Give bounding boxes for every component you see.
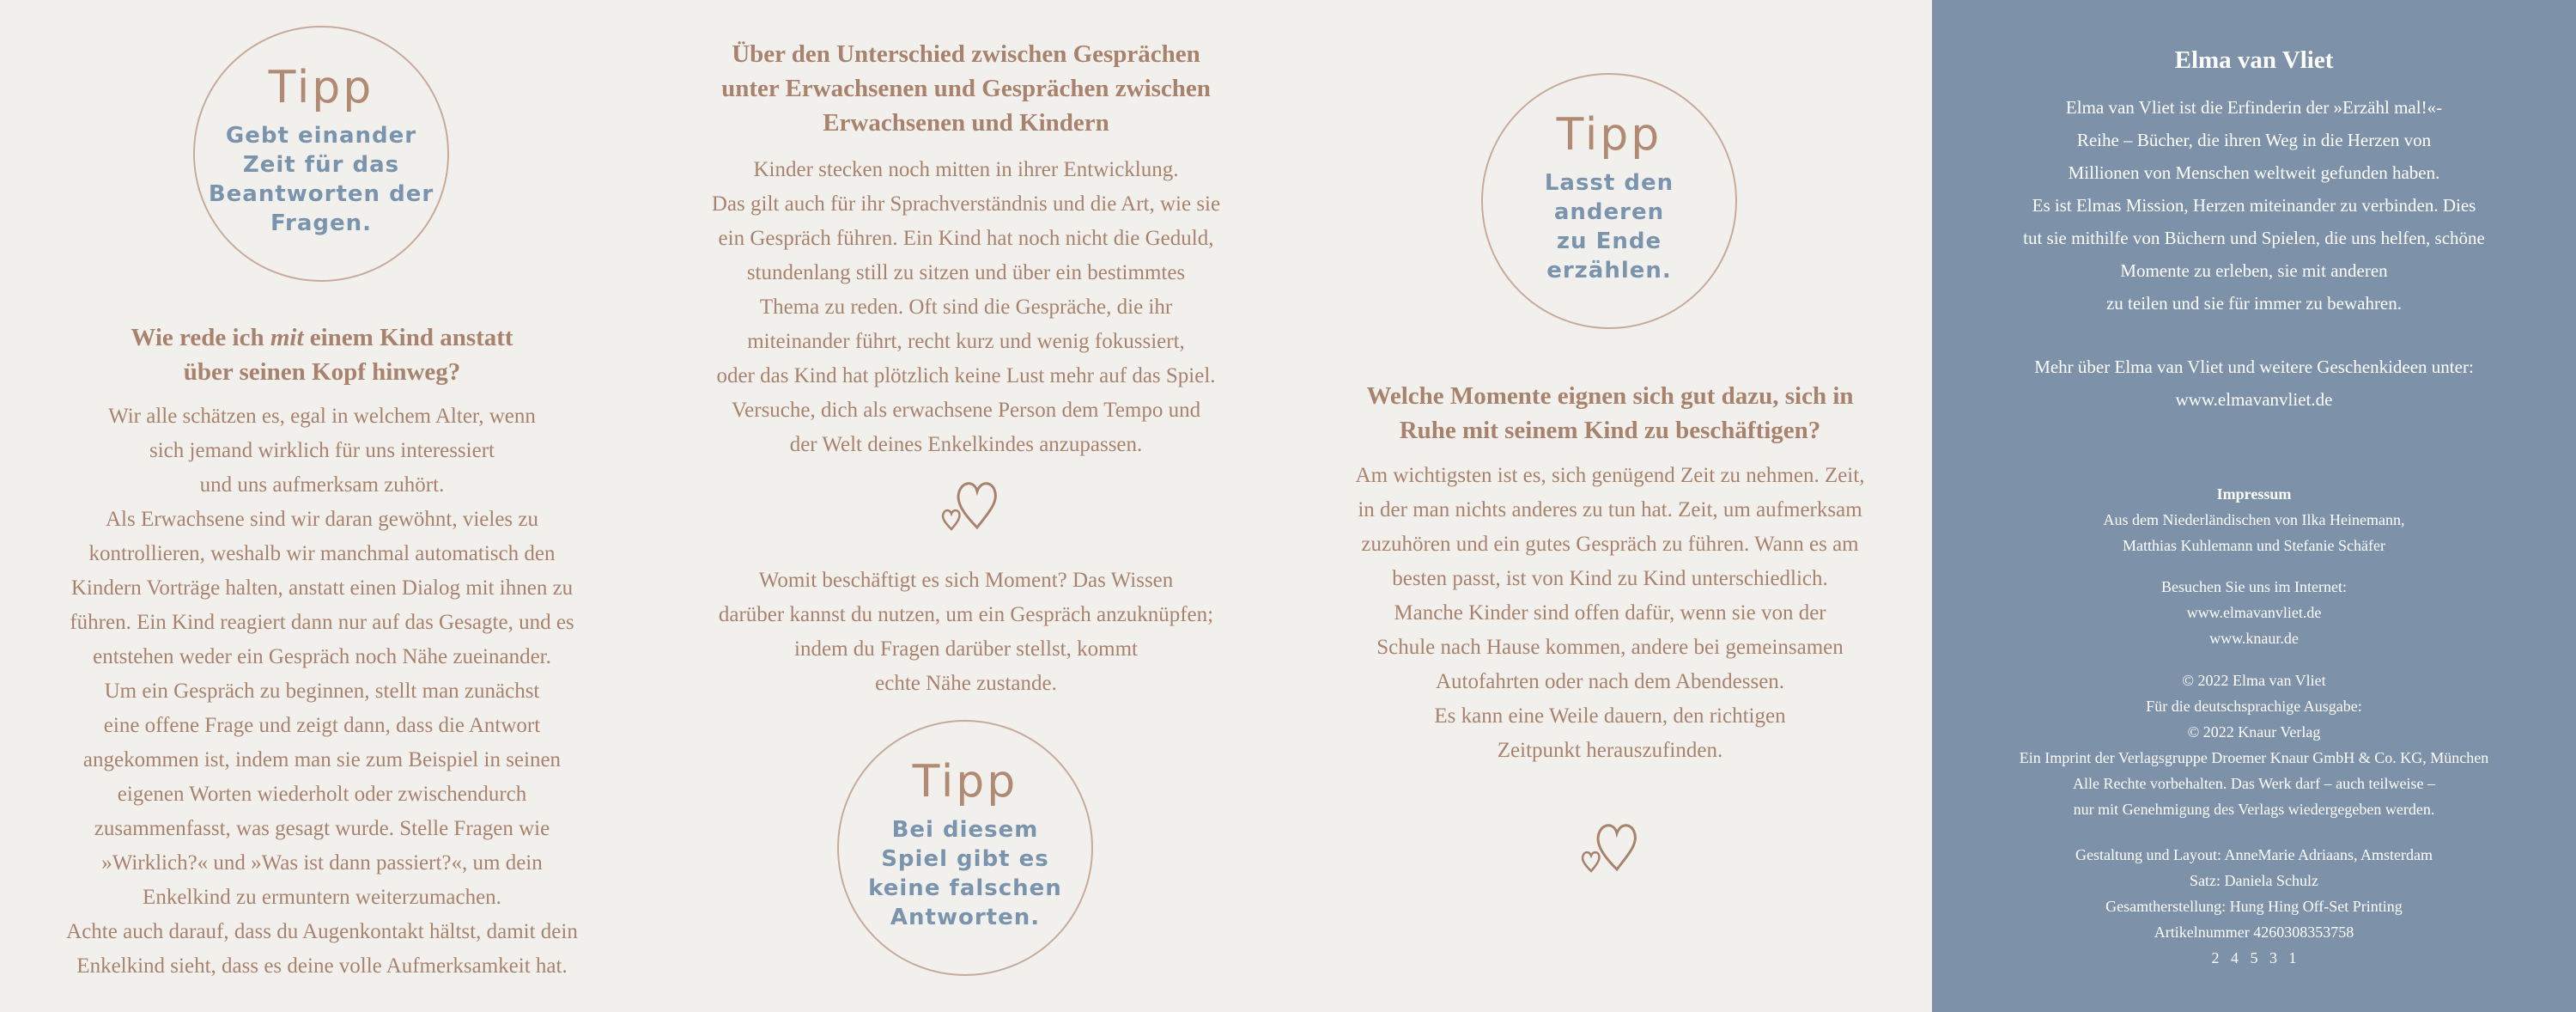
tip-title: Tipp <box>912 756 1018 808</box>
website-link[interactable]: www.elmavanvliet.de <box>2186 604 2322 621</box>
body-text: Kinder stecken noch mitten in ihrer Entwicklung. Das gilt auch für ihr Sprachverständnis und die Art, wie sie ein Gespräch führen. Ein Kind hat noch nicht die Geduld, stundenlang still zu sitzen und über ein bestimmtes Thema zu reden. Oft sind die Gespräche, die ihr miteinander führt, recht kurz und wenig fokussiert, oder das Kind hat plötzlich keine Lust mehr auf das Spiel. Versuche, dich als erwachsene Person dem Tempo und der Welt deines Enkelkindes anzupassen. <box>711 158 1221 456</box>
tip-circle-2 <box>837 720 1093 976</box>
impressum-copyright: © 2022 Elma van Vliet Für die deutschsprachige Ausgabe: © 2022 Knaur Verlag Ein Imprint der Verlagsgruppe Droemer Knaur GmbH & Co. KG, München Alle Rechte vorbehalten. Das Werk darf – auch teilweise – nur mit Genehmigung des Verlags wiedergegeben werden. <box>2019 672 2489 818</box>
website-link[interactable]: www.knaur.de <box>2209 630 2299 647</box>
section-heading: Welche Momente eignen sich gut dazu, sich in Ruhe mit seinem Kind zu beschäftigen? <box>1366 382 1854 444</box>
impressum-credits: Gestaltung und Layout: AnneMarie Adriaans, Amsterdam Satz: Daniela Schulz Gesamtherstellung: Hung Hing Off-Set Printing Artikelnummer 4260308353758 2 4 5 3 1 <box>2075 846 2433 966</box>
impressum-title: Impressum <box>2216 485 2292 503</box>
panel-unterschied <box>644 0 1288 1012</box>
tip-text: Bei diesem Spiel gibt es keine falschen Antworten. <box>868 817 1062 931</box>
website-link[interactable]: www.elmavanvliet.de <box>2175 389 2333 410</box>
tip-circle-3 <box>1481 73 1737 329</box>
tip-text: Gebt einander Zeit für das Beantworten der Fragen. <box>208 123 434 237</box>
tip-title: Tipp <box>268 62 374 113</box>
impressum-title-block: Impressum Aus dem Niederländischen von Ilka Heinemann, Matthias Kuhlemann und Stefanie Schäfer <box>1932 481 2576 558</box>
body-text-2: Womit beschäftigt es sich Moment? Das Wissen darüber kannst du nutzen, um ein Gespräch anzuknüpfen; indem du Fragen darüber stellst, kommt echte Nähe zustande. <box>718 569 1214 695</box>
section-heading: Wie rede ich mit einem Kind anstatt über seinen Kopf hinweg? <box>131 324 513 386</box>
tip-title: Tipp <box>1556 109 1662 161</box>
author-bio: Elma van Vliet ist die Erfinderin der »Erzähl mal!«- Reihe – Bücher, die ihren Weg in die Herzen von Millionen von Menschen weltweit gefunden haben. Es ist Elmas Mission, Herzen miteinander zu verbinden. Dies tut sie mithilfe von Büchern und Spielen, die uns helfen, schöne Momente zu erleben, sie mit anderen zu teilen und sie für immer zu bewahren. <box>2023 97 2485 314</box>
panel-kind-gespraech <box>0 0 644 1012</box>
impressum-internet: Besuchen Sie uns im Internet: www.elmavanvliet.de www.knaur.de <box>1932 574 2576 651</box>
section-heading: Über den Unterschied zwischen Gesprächen unter Erwachsenen und Gesprächen zwischen Erwachsenen und Kindern <box>721 40 1211 137</box>
body-text: Wir alle schätzen es, egal in welchem Alter, wenn sich jemand wirklich für uns interessiert und uns aufmerksam zuhört. Als Erwachsene sind wir daran gewöhnt, vieles zu kontrollieren, weshalb wir manchmal automatisch den Kindern Vorträge halten, anstatt einen Dialog mit ihnen zu führen. Ein Kind reagiert dann nur auf das Gesagte, und es entstehen weder ein Gespräch noch Nähe zueinander. Um ein Gespräch zu beginnen, stellt man zunächst eine offene Frage und zeigt dann, dass die Antwort angekommen ist, indem man sie zum Beispiel in seinen eigenen Worten wiederholt oder zwischendurch zusammenfasst, was gesagt wurde. Stelle Fragen wie »Wirklich?« und »Was ist dann passiert?«, um dein Enkelkind zu ermuntern weiterzumachen. Achte auch darauf, dass du Augenkontakt hältst, damit dein Enkelkind sieht, dass es deine volle Aufmerksamkeit hat. <box>66 405 578 978</box>
tip-text: Lasst den anderen zu Ende erzählen. <box>1544 170 1674 284</box>
panel-autorin-impressum <box>1932 0 2576 1012</box>
heart-icon <box>1576 816 1644 878</box>
tip-circle-1 <box>193 26 449 282</box>
panel-momente <box>1288 0 1932 1012</box>
more-info: Mehr über Elma van Vliet und weitere Geschenkideen unter: www.elmavanvliet.de <box>1932 351 2576 416</box>
heart-icon <box>936 474 1005 536</box>
body-text: Am wichtigsten ist es, sich genügend Zeit zu nehmen. Zeit, in der man nichts anderes zu tun hat. Zeit, um aufmerksam zuzuhören und ein gutes Gespräch zu führen. Wann es am besten passt, ist von Kind zu Kind unterschiedlich. Manche Kinder sind offen dafür, wenn sie von der Schule nach Hause kommen, andere bei gemeinsamen Autofahrten oder nach dem Abendessen. Es kann eine Weile dauern, den richtigen Zeitpunkt herauszufinden. <box>1355 464 1865 762</box>
author-name: Elma van Vliet <box>2174 46 2334 74</box>
